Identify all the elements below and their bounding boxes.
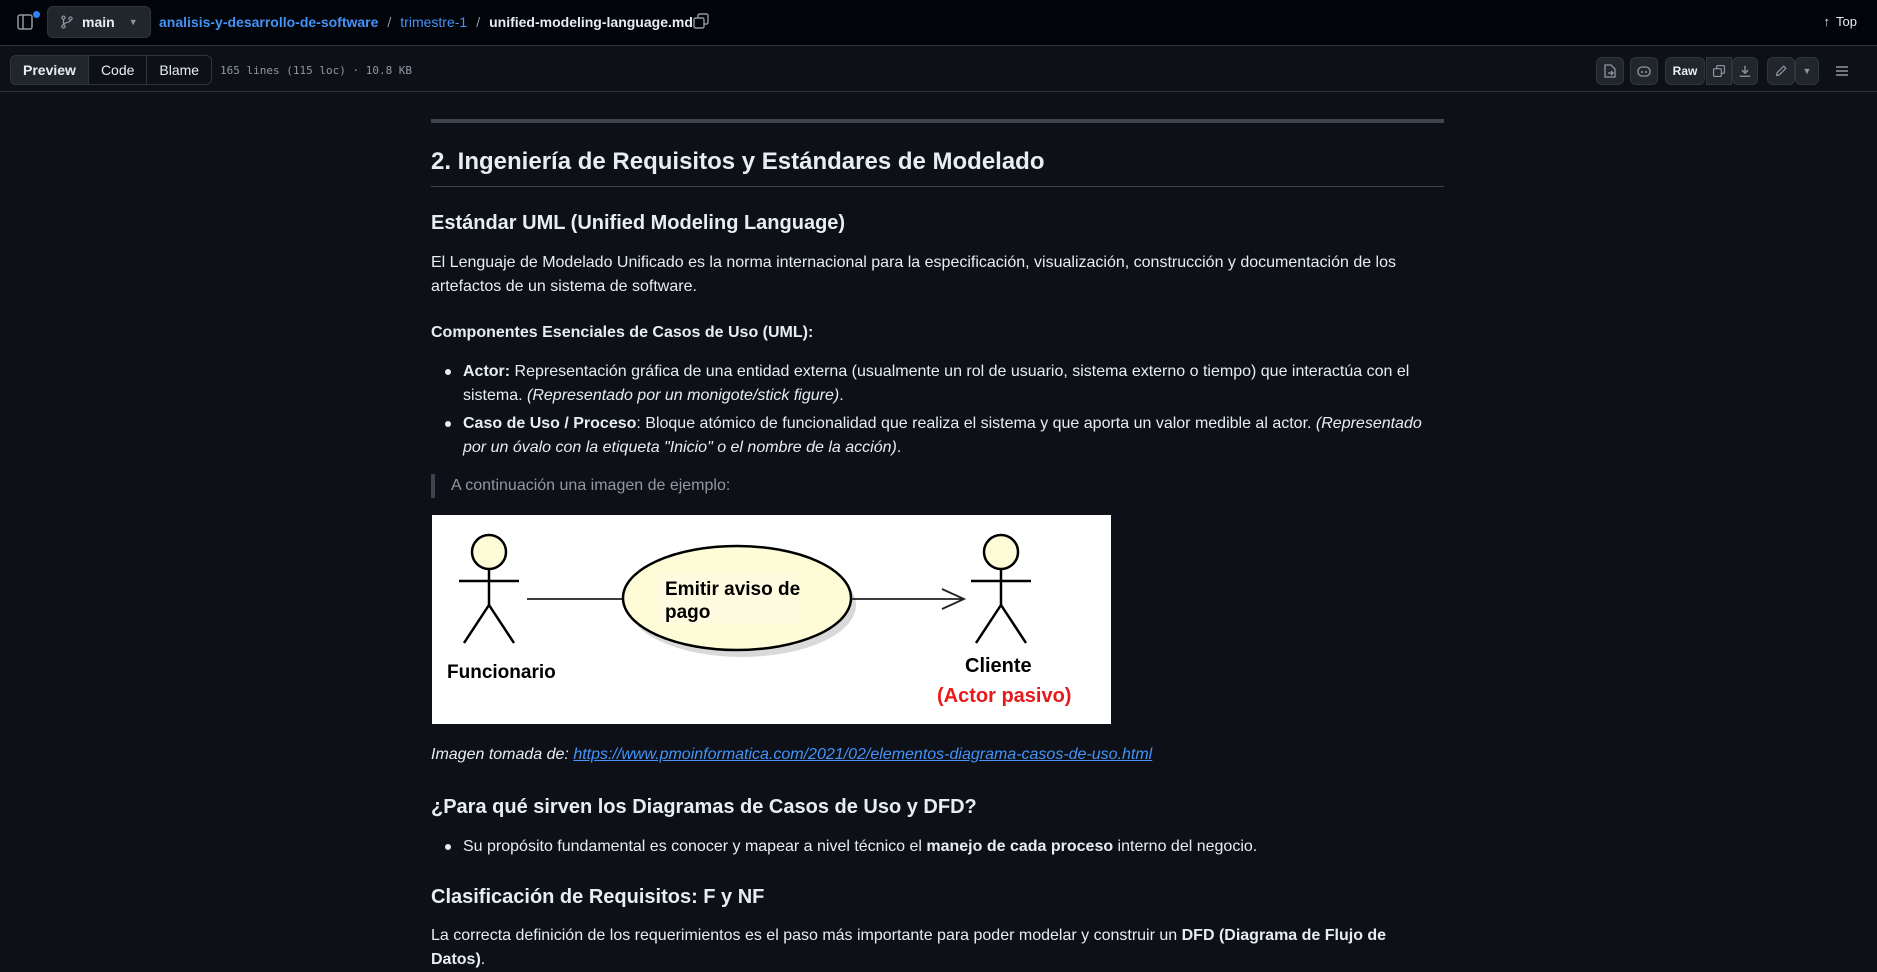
classification-heading: Clasificación de Requisitos: F y NF: [431, 886, 765, 908]
tab-blame[interactable]: Blame: [147, 56, 211, 84]
git-branch-icon: [60, 15, 74, 29]
copy-path-icon[interactable]: [692, 12, 710, 30]
use-case-label-line1: Emitir aviso de: [665, 579, 801, 600]
uml-intro-paragraph: El Lenguaje de Modelado Unificado es la norma internacional para la especificación, visualización, construcción y documentación de los artefactos de un sistema de software.: [431, 254, 1397, 295]
horizontal-rule: [431, 119, 1444, 123]
back-to-top-button[interactable]: [1824, 14, 1857, 29]
notification-dot: [33, 11, 40, 18]
case-end: .: [896, 439, 902, 456]
top-bar: [0, 0, 1877, 46]
breadcrumb-separator: /: [387, 14, 392, 30]
download-button[interactable]: [1732, 57, 1758, 85]
actor-term: Actor:: [463, 363, 511, 380]
breadcrumb-folder-link[interactable]: trimestre-1: [400, 14, 468, 30]
raw-button[interactable]: Raw: [1665, 57, 1705, 85]
case-description: : Bloque atómico de funcionalidad que realiza el sistema y que aporta un valor medible al actor.: [636, 415, 1316, 432]
actor-right-note: (Actor pasivo): [937, 685, 1072, 707]
classification-paragraph: [431, 924, 1444, 972]
class-text-post: .: [480, 951, 486, 968]
tab-code[interactable]: Code: [89, 56, 147, 84]
copilot-icon: [1636, 63, 1652, 79]
caption-prefix: Imagen tomada de:: [431, 746, 574, 763]
file-toolbar: [0, 47, 1877, 92]
purpose-list: [431, 835, 1444, 859]
purpose-text-post: interno del negocio.: [1113, 838, 1258, 855]
tab-preview[interactable]: Preview: [11, 56, 89, 84]
breadcrumb-current-file: unified-modeling-language.md: [489, 14, 693, 30]
case-term: Caso de Uso / Proceso: [463, 415, 637, 432]
breadcrumb: [159, 14, 693, 30]
image-caption: [431, 746, 1152, 764]
uml-heading: Estándar UML (Unified Modeling Language): [431, 212, 846, 234]
purpose-text-pre: Su propósito fundamental es conocer y mapear a nivel técnico el: [463, 838, 927, 855]
use-case-label-line2: pago: [665, 602, 711, 623]
actor-stick-figure-left: [459, 535, 519, 643]
file-move-icon: [1602, 63, 1618, 79]
sidebar-toggle-icon[interactable]: [16, 12, 38, 34]
file-meta: 165 lines (115 loc) · 10.8 KB: [220, 64, 413, 77]
actor-stick-figure-right: [971, 535, 1031, 643]
use-case-diagram-image: [432, 515, 1111, 724]
purpose-heading: ¿Para qué sirven los Diagramas de Casos de Uso y DFD?: [431, 796, 977, 818]
actor-end: .: [839, 387, 844, 404]
outline-button[interactable]: [1828, 57, 1856, 85]
breadcrumb-separator: /: [476, 14, 481, 30]
blockquote: A continuación una imagen de ejemplo:: [431, 474, 730, 498]
chevron-down-icon: ▼: [128, 17, 138, 27]
actor-left-label: Funcionario: [447, 662, 556, 683]
branch-name: main: [82, 14, 115, 30]
purpose-text-bold: manejo de cada proceso: [926, 838, 1114, 855]
top-label: Top: [1836, 14, 1857, 29]
list-item: [431, 412, 1444, 460]
components-title: Componentes Esenciales de Casos de Uso (UML):: [431, 324, 814, 341]
list-item: [431, 835, 1444, 859]
branch-selector-button[interactable]: [47, 6, 151, 38]
chevron-down-icon: ▼: [1802, 66, 1812, 76]
components-list: [431, 360, 1444, 460]
pencil-icon: [1774, 64, 1788, 78]
copilot-button[interactable]: [1630, 57, 1658, 85]
class-text-bold: DFD (Diagrama de Flujo de Datos): [431, 927, 1387, 968]
breadcrumb-repo-link[interactable]: analisis-y-desarrollo-de-software: [159, 14, 379, 30]
class-text-pre: La correcta definición de los requerimientos es el paso más importante para poder modelar y construir un: [431, 927, 1182, 944]
download-icon: [1738, 64, 1752, 78]
copy-icon: [1712, 64, 1726, 78]
actor-right-label: Cliente: [965, 655, 1032, 677]
edit-button[interactable]: [1767, 57, 1795, 85]
list-unordered-icon: [1834, 63, 1850, 79]
case-note: (Representado por un óvalo con la etiqueta "Inicio" o el nombre de la acción): [463, 415, 1422, 456]
actor-description: Representación gráfica de una entidad externa (usualmente un rol de usuario, sistema externo o tiempo) que interactúa con el sistema.: [463, 363, 1410, 404]
source-link[interactable]: https://www.pmoinformatica.com/2021/02/elementos-diagrama-casos-de-uso.html: [573, 746, 1153, 763]
view-mode-segmented-control: [10, 55, 212, 85]
actor-note: (Representado por un monigote/stick figure): [527, 387, 840, 404]
section-heading: 2. Ingeniería de Requisitos y Estándares de Modelado: [431, 148, 1444, 187]
list-item: [431, 360, 1444, 408]
copy-raw-button[interactable]: [1706, 57, 1732, 85]
arrow-up-icon: ↑: [1823, 14, 1831, 29]
edit-options-dropdown[interactable]: [1795, 57, 1819, 85]
symbols-button[interactable]: [1596, 57, 1624, 85]
